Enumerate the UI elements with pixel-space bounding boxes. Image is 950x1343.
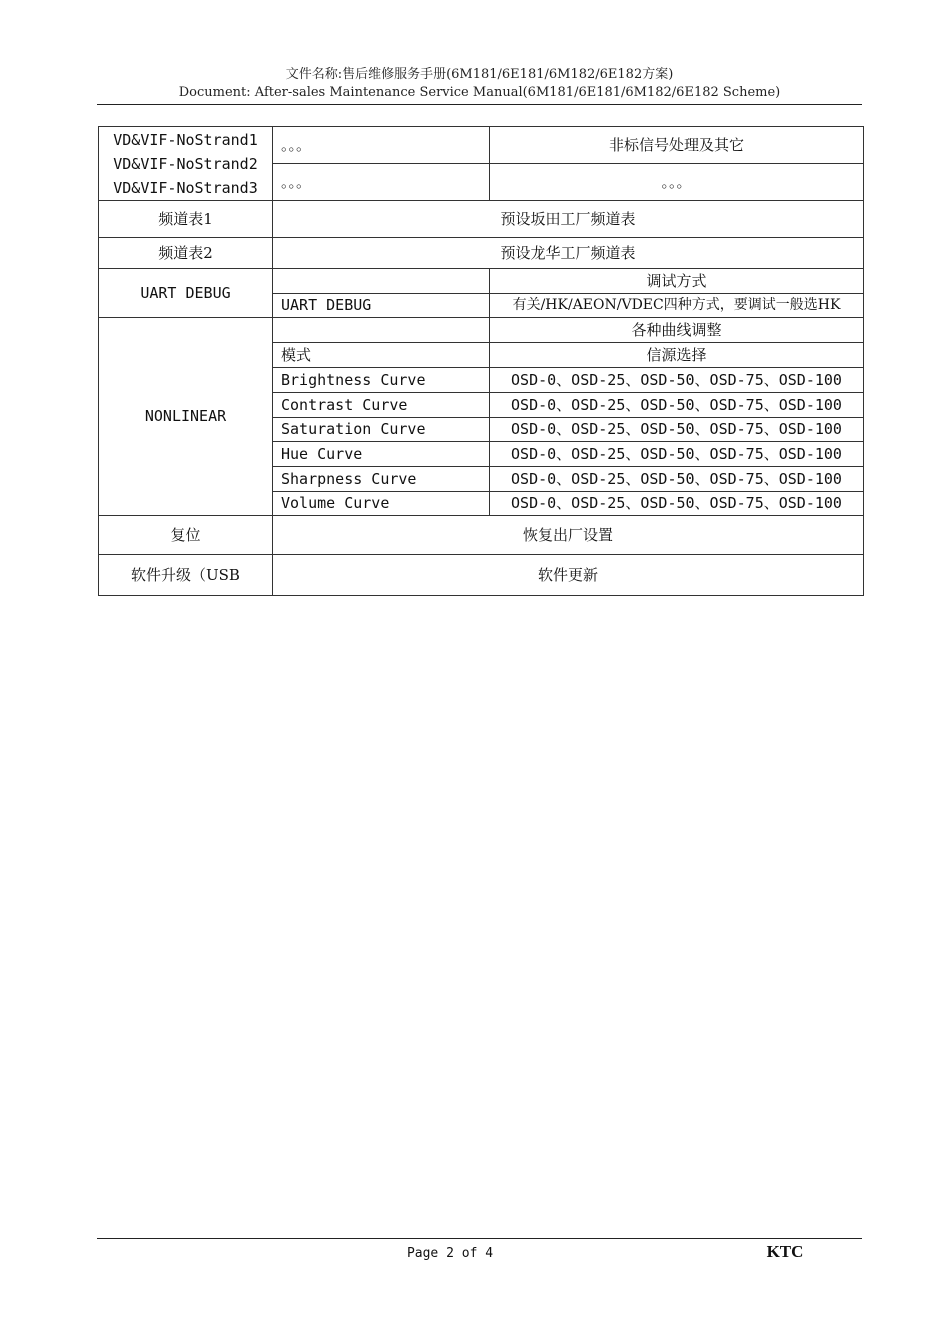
curve-name: Hue Curve [273,442,490,467]
curve-name: Brightness Curve [273,368,490,393]
vdvif-label-cell [99,127,273,201]
vdvif-label-3: VD&VIF-NoStrand3 [113,178,258,197]
upgrade-value: 软件更新 [273,555,864,596]
curve-value: OSD-0、OSD-25、OSD-50、OSD-75、OSD-100 [490,393,864,418]
channel2-label: 频道表2 [99,238,273,269]
table-row [99,318,864,343]
uart-label: UART DEBUG [99,269,273,318]
document-header [97,66,862,102]
upgrade-label: 软件升级（USB [99,555,273,596]
uart-item-mid: UART DEBUG [273,294,490,318]
vdvif-row2-mid: 。。。 [273,164,490,201]
header-divider [97,104,862,105]
header-title-cn: 文件名称:售后维修服务手册(6M181/6E181/6M182/6E182方案) [285,67,674,82]
table-row [99,516,864,555]
nonlinear-header-mid [273,318,490,343]
table-row [99,555,864,596]
vdvif-row1-right: 非标信号处理及其它 [490,127,864,164]
reset-value: 恢复出厂设置 [273,516,864,555]
table-row [99,127,864,164]
vdvif-label-2: VD&VIF-NoStrand2 [113,154,258,173]
reset-label: 复位 [99,516,273,555]
page-number: Page 2 of 4 [406,1246,494,1261]
curve-value: OSD-0、OSD-25、OSD-50、OSD-75、OSD-100 [490,492,864,516]
table-row [99,201,864,238]
nonlinear-label: NONLINEAR [99,318,273,516]
curve-name: Volume Curve [273,492,490,516]
vdvif-label-1: VD&VIF-NoStrand1 [113,130,258,149]
curve-value: OSD-0、OSD-25、OSD-50、OSD-75、OSD-100 [490,368,864,393]
vdvif-row2-right: 。。。 [490,164,864,201]
table-row [99,269,864,294]
nonlinear-header-right: 各种曲线调整 [490,318,864,343]
footer-divider [97,1238,862,1239]
uart-item-right: 有关/HK/AEON/VDEC四种方式，要调试一般选HK [490,294,864,318]
curve-name: Sharpness Curve [273,467,490,492]
curve-value: OSD-0、OSD-25、OSD-50、OSD-75、OSD-100 [490,418,864,442]
curve-name: Contrast Curve [273,393,490,418]
channel2-value: 预设龙华工厂频道表 [273,238,864,269]
header-title-en: Document: After-sales Maintenance Service Manual(6M181/6E181/6M182/6E182 Scheme) [178,85,781,100]
curve-name: Saturation Curve [273,418,490,442]
nonlinear-col-right: 信源选择 [490,343,864,368]
channel1-value: 预设坂田工厂频道表 [273,201,864,238]
vdvif-row1-mid: 。。。 [273,127,490,164]
uart-header-mid [273,269,490,294]
channel1-label: 频道表1 [99,201,273,238]
curve-value: OSD-0、OSD-25、OSD-50、OSD-75、OSD-100 [490,442,864,467]
table-row [99,238,864,269]
curve-value: OSD-0、OSD-25、OSD-50、OSD-75、OSD-100 [490,467,864,492]
uart-header-right: 调试方式 [490,269,864,294]
brand-logo-text: KTC [766,1242,804,1261]
nonlinear-col-mid: 模式 [273,343,490,368]
menu-spec-table [98,126,864,596]
